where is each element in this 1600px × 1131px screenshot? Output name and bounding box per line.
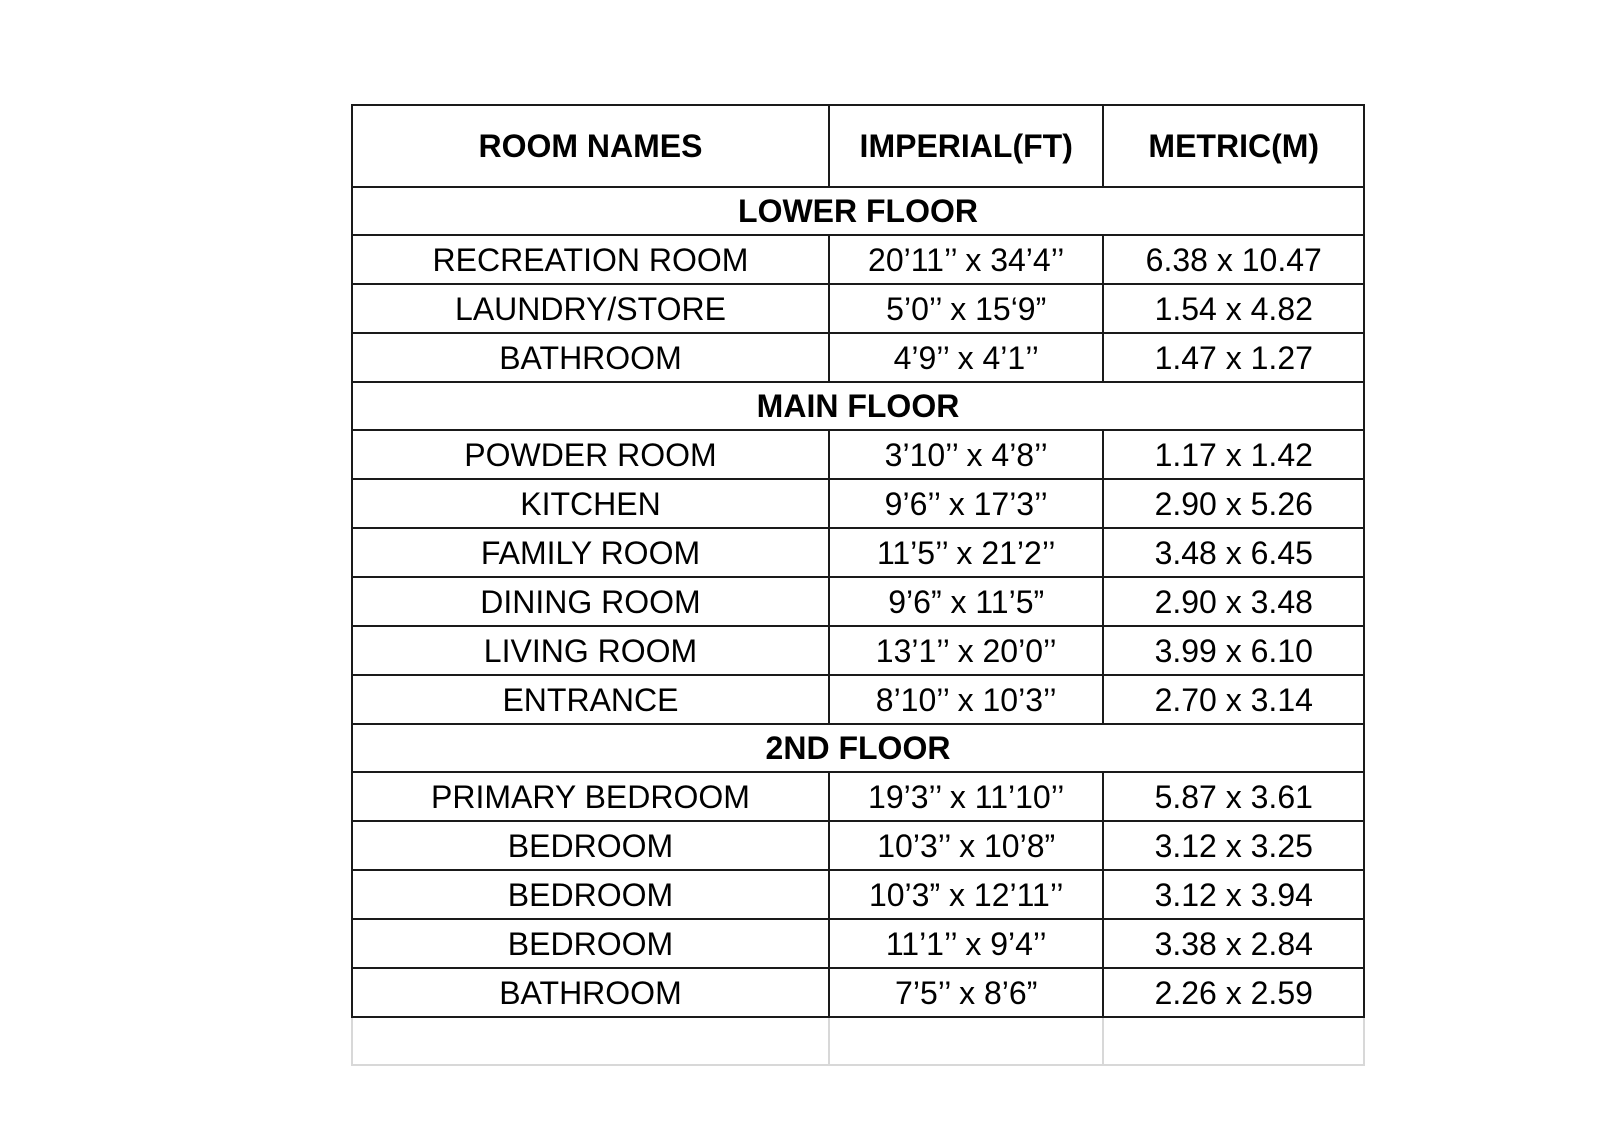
room-name-cell: RECREATION ROOM xyxy=(352,235,829,284)
table-body xyxy=(352,105,1364,1065)
room-name-cell: LAUNDRY/STORE xyxy=(352,284,829,333)
table-row xyxy=(352,333,1364,382)
room-name-cell: POWDER ROOM xyxy=(352,430,829,479)
metric-cell: 3.38 x 2.84 xyxy=(1103,919,1364,968)
table-row xyxy=(352,284,1364,333)
imperial-cell: 9’6’’ x 17’3’’ xyxy=(829,479,1104,528)
room-name-cell: ENTRANCE xyxy=(352,675,829,724)
header-metric: METRIC(M) xyxy=(1103,105,1364,187)
metric-cell: 3.12 x 3.25 xyxy=(1103,821,1364,870)
section-title: 2ND FLOOR xyxy=(352,724,1364,772)
room-name-cell: PRIMARY BEDROOM xyxy=(352,772,829,821)
empty-cell xyxy=(352,1017,829,1065)
room-name-cell: BEDROOM xyxy=(352,919,829,968)
table-row xyxy=(352,528,1364,577)
table-row xyxy=(352,235,1364,284)
metric-cell: 1.17 x 1.42 xyxy=(1103,430,1364,479)
imperial-cell: 11’1’’ x 9’4’’ xyxy=(829,919,1104,968)
section-row xyxy=(352,724,1364,772)
empty-cell xyxy=(829,1017,1104,1065)
metric-cell: 6.38 x 10.47 xyxy=(1103,235,1364,284)
table-row xyxy=(352,772,1364,821)
room-name-cell: KITCHEN xyxy=(352,479,829,528)
room-name-cell: DINING ROOM xyxy=(352,577,829,626)
header-row xyxy=(352,105,1364,187)
table-row xyxy=(352,870,1364,919)
metric-cell: 2.90 x 5.26 xyxy=(1103,479,1364,528)
header-imperial: IMPERIAL(FT) xyxy=(829,105,1104,187)
table-row xyxy=(352,430,1364,479)
table-row xyxy=(352,675,1364,724)
section-title: MAIN FLOOR xyxy=(352,382,1364,430)
table-row xyxy=(352,479,1364,528)
metric-cell: 2.26 x 2.59 xyxy=(1103,968,1364,1017)
header-room-names: ROOM NAMES xyxy=(352,105,829,187)
room-dimensions-table xyxy=(351,104,1365,1066)
metric-cell: 1.54 x 4.82 xyxy=(1103,284,1364,333)
imperial-cell: 20’11’’ x 34’4’’ xyxy=(829,235,1104,284)
empty-cell xyxy=(1103,1017,1364,1065)
imperial-cell: 19’3’’ x 11’10’’ xyxy=(829,772,1104,821)
metric-cell: 5.87 x 3.61 xyxy=(1103,772,1364,821)
imperial-cell: 8’10’’ x 10’3’’ xyxy=(829,675,1104,724)
metric-cell: 1.47 x 1.27 xyxy=(1103,333,1364,382)
imperial-cell: 11’5’’ x 21’2’’ xyxy=(829,528,1104,577)
section-row xyxy=(352,187,1364,235)
imperial-cell: 10’3’’ x 10’8” xyxy=(829,821,1104,870)
room-name-cell: BEDROOM xyxy=(352,821,829,870)
table-row xyxy=(352,577,1364,626)
room-name-cell: BATHROOM xyxy=(352,968,829,1017)
room-name-cell: LIVING ROOM xyxy=(352,626,829,675)
imperial-cell: 10’3” x 12’11’’ xyxy=(829,870,1104,919)
imperial-cell: 7’5’’ x 8’6” xyxy=(829,968,1104,1017)
metric-cell: 3.48 x 6.45 xyxy=(1103,528,1364,577)
metric-cell: 3.12 x 3.94 xyxy=(1103,870,1364,919)
room-name-cell: BEDROOM xyxy=(352,870,829,919)
table-row xyxy=(352,968,1364,1017)
section-title: LOWER FLOOR xyxy=(352,187,1364,235)
imperial-cell: 5’0’’ x 15‘9” xyxy=(829,284,1104,333)
table-row xyxy=(352,626,1364,675)
table-row xyxy=(352,821,1364,870)
table-row xyxy=(352,919,1364,968)
metric-cell: 2.70 x 3.14 xyxy=(1103,675,1364,724)
imperial-cell: 9’6” x 11’5” xyxy=(829,577,1104,626)
imperial-cell: 3’10’’ x 4’8’’ xyxy=(829,430,1104,479)
imperial-cell: 13’1’’ x 20’0’’ xyxy=(829,626,1104,675)
imperial-cell: 4’9’’ x 4’1’’ xyxy=(829,333,1104,382)
room-name-cell: BATHROOM xyxy=(352,333,829,382)
section-row xyxy=(352,382,1364,430)
room-name-cell: FAMILY ROOM xyxy=(352,528,829,577)
empty-row xyxy=(352,1017,1364,1065)
metric-cell: 2.90 x 3.48 xyxy=(1103,577,1364,626)
metric-cell: 3.99 x 6.10 xyxy=(1103,626,1364,675)
